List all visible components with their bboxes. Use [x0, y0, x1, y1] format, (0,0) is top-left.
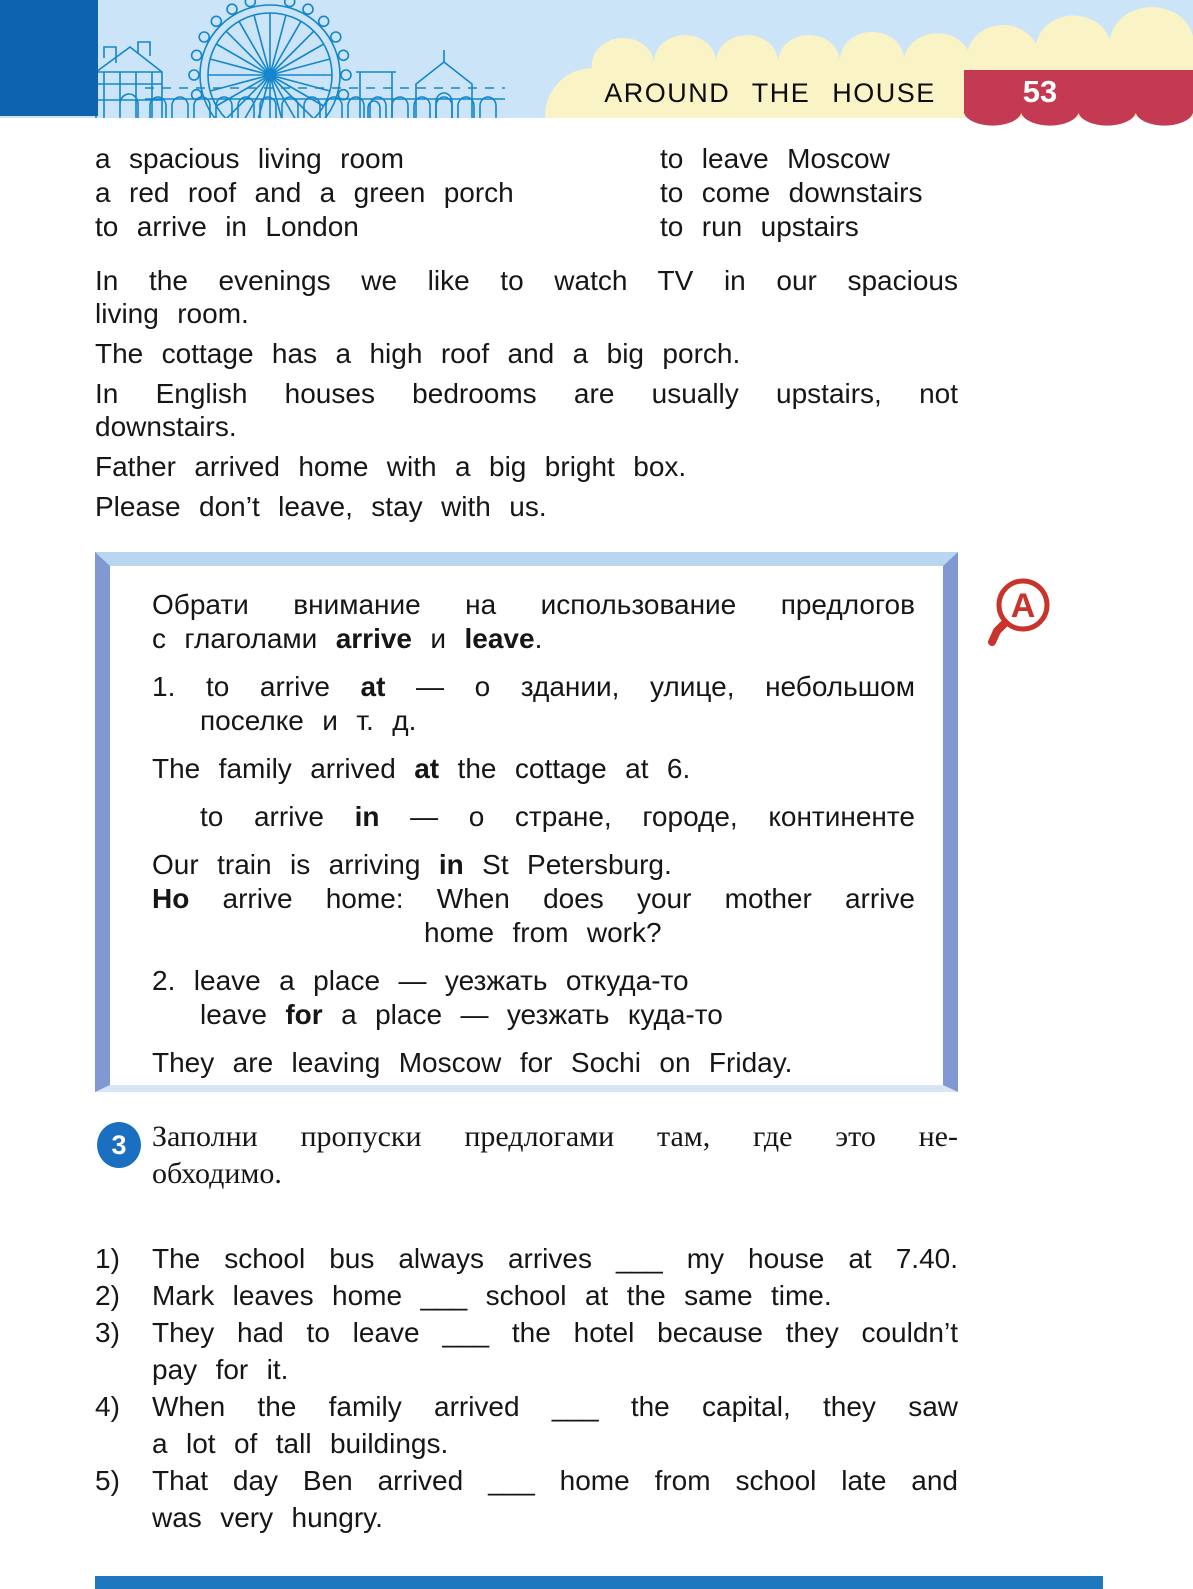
grammar-note-content	[110, 566, 943, 1080]
exercise-items	[95, 1240, 958, 1536]
magnifier-A-icon	[982, 576, 1054, 656]
exercise-3	[95, 1118, 958, 1192]
corner-block	[0, 0, 98, 116]
text-line: They had to leave ___ the hotel because they couldn’t	[152, 1317, 958, 1348]
list-item	[95, 1240, 958, 1277]
vocab-item: to run upstairs	[660, 211, 859, 242]
list-item	[95, 1462, 958, 1536]
vocab-item: a red roof and a green porch	[95, 177, 514, 208]
item-number: 5)	[95, 1465, 120, 1496]
note-rule-2	[152, 964, 915, 1032]
note-example	[152, 1046, 915, 1080]
note-rule-in	[152, 800, 915, 834]
text-line: Father arrived home with a big bright box.	[95, 451, 687, 482]
sentence	[95, 490, 958, 523]
list-item	[95, 1388, 958, 1462]
item-number: 1)	[95, 1243, 120, 1274]
list-item	[95, 1314, 958, 1388]
note-example	[152, 752, 915, 786]
text-line: Заполни пропуски предлогами там, где это не-	[152, 1120, 958, 1153]
text-line: In English houses bedrooms are usually upstairs, not	[95, 378, 958, 409]
text-line: Обрати внимание на использование предлогов	[152, 589, 915, 620]
vocab-column-right	[660, 142, 923, 244]
sentence	[95, 337, 958, 370]
vocab-column-left	[95, 142, 514, 244]
exercise-number-badge: 3	[97, 1122, 141, 1168]
page-header	[0, 0, 1193, 118]
page-number: 53	[1022, 74, 1058, 109]
text-line: living room.	[95, 298, 249, 329]
footer-rule	[95, 1576, 1103, 1589]
item-number: 2)	[95, 1280, 120, 1311]
page-title: AROUND THE HOUSE	[604, 78, 936, 108]
text-line: a lot of tall buildings.	[152, 1428, 449, 1459]
text-line: с глаголами arrive и leave.	[152, 623, 543, 654]
note-rule-1	[152, 670, 915, 738]
text-line: pay for it.	[152, 1354, 289, 1385]
header-cloud-band	[0, 0, 1193, 135]
note-examples	[152, 848, 915, 950]
list-item	[95, 1277, 958, 1314]
text-line: to arrive in — о стране, городе, континенте	[200, 801, 915, 832]
sentence	[95, 264, 958, 330]
text-line: In the evenings we like to watch TV in our spacious	[95, 265, 958, 296]
sentence	[95, 450, 958, 483]
item-number: 3)	[95, 1317, 120, 1348]
text-line: The school bus always arrives ___ my house at 7.40.	[152, 1243, 958, 1274]
text-line: was very hungry.	[152, 1502, 383, 1533]
text-line: leave for a place — уезжать куда-то	[200, 999, 723, 1030]
example-sentences	[95, 264, 958, 530]
vocab-item: to leave Moscow	[660, 143, 890, 174]
text-line: поселке и т. д.	[200, 705, 417, 736]
vocab-item: a spacious living room	[95, 143, 404, 174]
text-line: 1. to arrive at — о здании, улице, небольшом	[152, 671, 915, 702]
vocab-item: to come downstairs	[660, 177, 923, 208]
text-line: That day Ben arrived ___ home from school late and	[152, 1465, 958, 1496]
exercise-instruction	[152, 1118, 958, 1192]
text-line: Please don’t leave, stay with us.	[95, 491, 547, 522]
note-paragraph	[152, 588, 915, 656]
item-number: 4)	[95, 1391, 120, 1422]
text-line: Our train is arriving in St Petersburg.	[152, 849, 672, 880]
text-line: обходимо.	[152, 1157, 282, 1190]
text-line: Но arrive home: When does your mother arrive	[152, 883, 915, 914]
sentence	[95, 377, 958, 443]
vocab-item: to arrive in London	[95, 211, 359, 242]
text-line: home from work?	[424, 917, 662, 948]
text-line: 2. leave a place — уезжать откуда-то	[152, 965, 689, 996]
text-line: Mark leaves home ___ school at the same time.	[152, 1280, 832, 1311]
text-line: The family arrived at the cottage at 6.	[152, 753, 691, 784]
text-line: When the family arrived ___ the capital, they saw	[152, 1391, 958, 1422]
text-line: They are leaving Moscow for Sochi on Friday.	[152, 1047, 793, 1078]
text-line: The cottage has a high roof and a big porch.	[95, 338, 741, 369]
grammar-note-box	[95, 552, 958, 1092]
text-line: downstairs.	[95, 411, 237, 442]
magnifier-letter: A	[1010, 587, 1036, 625]
